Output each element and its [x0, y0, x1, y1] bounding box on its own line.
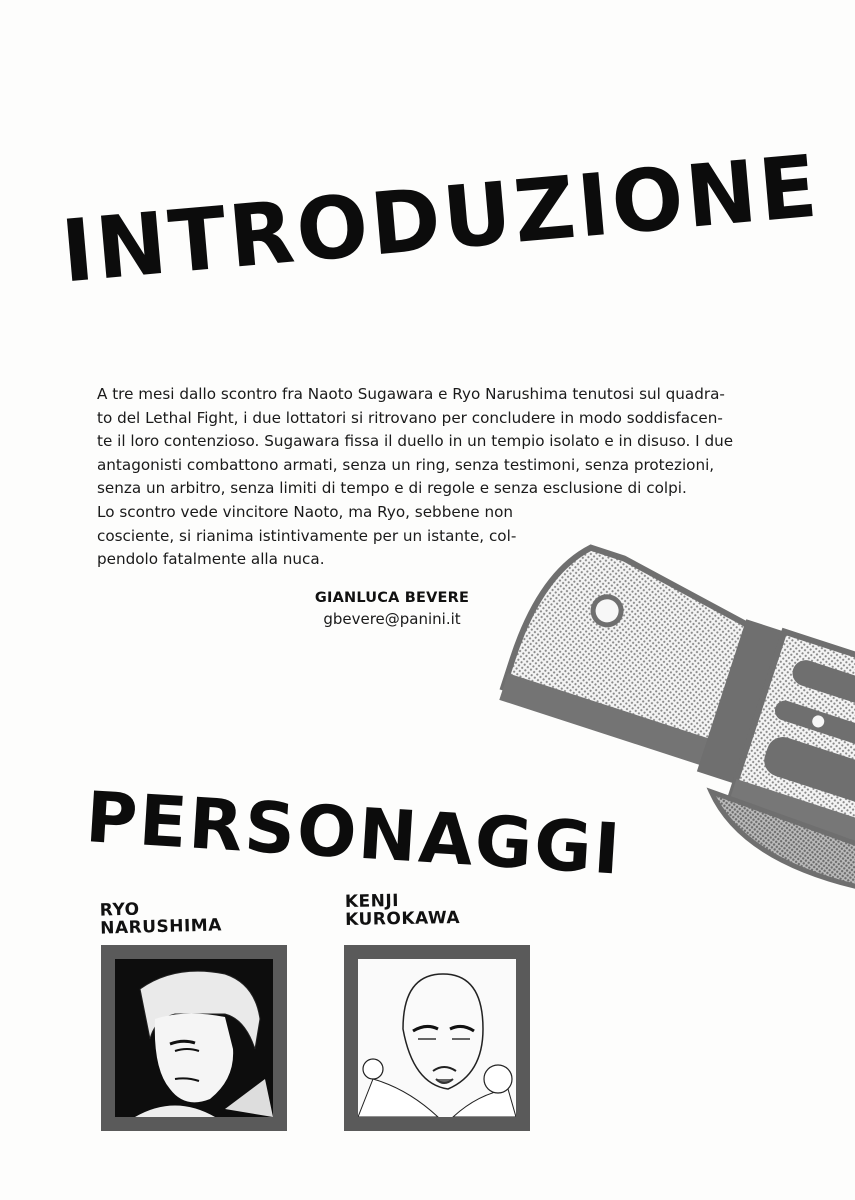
author-email: gbevere@panini.it	[323, 610, 461, 628]
kenji-kurokawa-portrait	[344, 945, 530, 1131]
intro-line: te il loro contenzioso. Sugawara fissa il duello in un tempio isolato e in disuso. I due	[97, 432, 734, 451]
intro-line: cosciente, si rianima istintivamente per un istante, col-	[97, 526, 517, 545]
intro-line: to del Lethal Fight, i due lottatori si ritrovano per concludere in modo soddisfacen-	[97, 408, 723, 427]
intro-line: antagonisti combattono armati, senza un ring, senza testimoni, senza protezioni,	[97, 455, 715, 474]
kenji-face-drawing	[358, 959, 516, 1117]
character-name-kenji	[345, 891, 461, 929]
introduction-heading: INTRODUZIONE	[57, 135, 824, 302]
intro-line: senza un arbitro, senza limiti di tempo e di regole e senza esclusione di colpi.	[97, 479, 687, 498]
knife-illustration	[475, 540, 855, 960]
character-first-name: KENJI	[344, 891, 400, 913]
character-name-ryo	[100, 898, 223, 937]
characters-heading: PERSONAGGI	[83, 776, 625, 891]
author-signature	[312, 590, 472, 628]
character-last-name: KUROKAWA	[344, 907, 461, 931]
author-name: GIANLUCA BEVERE	[314, 590, 470, 606]
intro-line: pendolo fatalmente alla nuca.	[97, 550, 325, 569]
ryo-face-drawing	[115, 959, 273, 1117]
intro-line: A tre mesi dallo scontro fra Naoto Sugawara e Ryo Narushima tenutosi sul quadra-	[97, 385, 725, 403]
ryo-narushima-portrait	[101, 945, 287, 1131]
character-last-name: NARUSHIMA	[99, 915, 223, 939]
intro-line: Lo scontro vede vincitore Naoto, ma Ryo, sebbene non	[97, 502, 514, 521]
character-first-name: RYO	[99, 899, 140, 921]
